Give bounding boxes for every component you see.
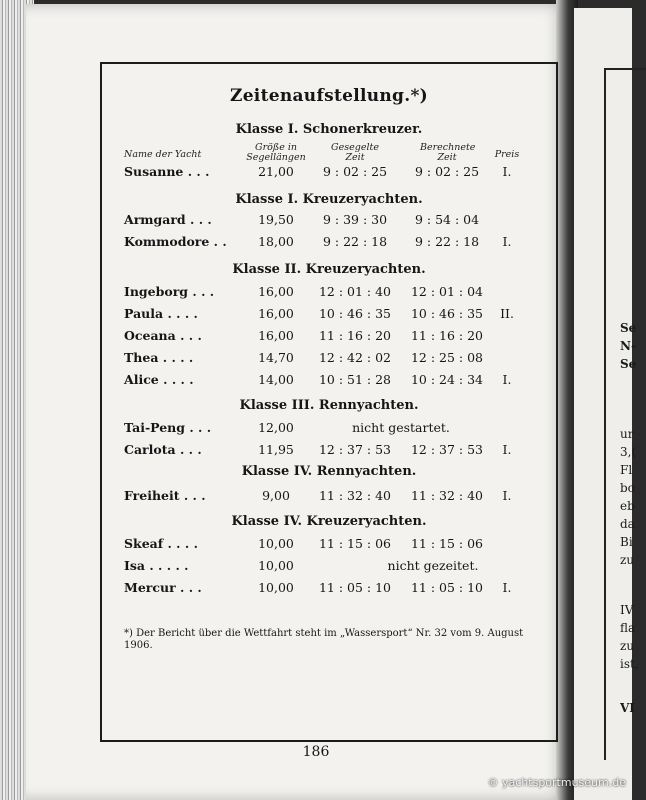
yacht-name: Skeaf . . . . <box>124 536 198 551</box>
yacht-size: 16,00 <box>258 328 294 343</box>
sailed-time: 11 : 05 : 10 <box>318 580 392 595</box>
yacht-size: 14,00 <box>258 372 294 387</box>
table-row <box>102 420 556 438</box>
prize: I. <box>502 442 512 457</box>
right-page-fragment: ist, <box>620 657 639 671</box>
calculated-time: 12 : 25 : 08 <box>410 350 484 365</box>
yacht-name: Alice . . . . <box>124 372 194 387</box>
sailed-time: 10 : 46 : 35 <box>318 306 392 321</box>
yacht-size: 14,70 <box>258 350 294 365</box>
class-heading: Klasse I. Kreuzeryachten. <box>235 192 423 207</box>
table-row <box>102 488 556 506</box>
sailed-time: 9 : 22 : 18 <box>322 234 388 249</box>
right-page-fragment: Fl <box>620 463 633 477</box>
calculated-time: 10 : 24 : 34 <box>410 372 484 387</box>
race-note: nicht gezeitet. <box>387 558 479 573</box>
class-heading: Klasse IV. Rennyachten. <box>241 464 417 479</box>
footnote: *) Der Bericht über die Wettfahrt steht im „Wassersport“ Nr. 32 vom 9. August 1906. <box>124 628 524 651</box>
yacht-name: Ingeborg . . . <box>124 284 215 299</box>
yacht-size: 10,00 <box>258 558 294 573</box>
results-table-frame <box>100 62 558 742</box>
calculated-time: 11 : 15 : 06 <box>410 536 484 551</box>
yacht-size: 10,00 <box>258 536 294 551</box>
sailed-time: 12 : 01 : 40 <box>318 284 392 299</box>
sailed-time: 10 : 51 : 28 <box>318 372 392 387</box>
yacht-name: Paula . . . . <box>124 306 198 321</box>
yacht-name: Freiheit . . . <box>124 488 206 503</box>
yacht-size: 16,00 <box>258 284 294 299</box>
table-row <box>102 306 556 324</box>
page-title: Zeitenaufstellung.*) <box>229 86 428 106</box>
right-page-fragment: eb <box>620 499 635 513</box>
sailed-time: 11 : 15 : 06 <box>318 536 392 551</box>
calculated-time: 11 : 05 : 10 <box>410 580 484 595</box>
yacht-size: 21,00 <box>258 164 294 179</box>
prize: II. <box>500 306 514 321</box>
column-header-name: Name der Yacht <box>124 149 202 160</box>
yacht-name: Kommodore . . <box>124 234 227 249</box>
page-number: 186 <box>302 744 330 760</box>
right-page-fragment: da <box>620 517 635 531</box>
right-page-fragment: zu <box>620 553 635 567</box>
column-header-calculated: Berechnete Zeit <box>420 142 476 163</box>
right-page-fragment: IV <box>620 603 634 617</box>
yacht-name: Isa . . . . . <box>124 558 189 573</box>
yacht-size: 18,00 <box>258 234 294 249</box>
calculated-time: 10 : 46 : 35 <box>410 306 484 321</box>
calculated-time: 11 : 32 : 40 <box>410 488 484 503</box>
table-row <box>102 350 556 368</box>
calculated-time: 11 : 16 : 20 <box>410 328 484 343</box>
yacht-name: Oceana . . . <box>124 328 202 343</box>
prize: I. <box>502 164 512 179</box>
prize: I. <box>502 580 512 595</box>
prize: I. <box>502 488 512 503</box>
yacht-size: 11,95 <box>258 442 294 457</box>
column-header-sailed: Gesegelte Zeit <box>331 142 379 163</box>
sailed-time: 9 : 02 : 25 <box>322 164 388 179</box>
right-page-fragment: Se <box>620 357 637 371</box>
class-heading: Klasse IV. Kreuzeryachten. <box>231 514 427 529</box>
right-page-fragment: Bi <box>620 535 633 549</box>
right-page-fragment: 3,( <box>620 445 637 459</box>
table-row <box>102 536 556 554</box>
column-header-size: Größe in Segellängen <box>246 142 306 163</box>
sailed-time: 12 : 37 : 53 <box>318 442 392 457</box>
prize: I. <box>502 234 512 249</box>
prize: I. <box>502 372 512 387</box>
yacht-size: 9,00 <box>262 488 290 503</box>
yacht-name: Thea . . . . <box>124 350 194 365</box>
class-heading: Klasse III. Rennyachten. <box>239 398 419 413</box>
copyright-watermark: © yachtsportmuseum.de <box>487 776 626 789</box>
yacht-size: 10,00 <box>258 580 294 595</box>
calculated-time: 9 : 22 : 18 <box>414 234 480 249</box>
table-row <box>102 580 556 598</box>
right-page-fragment: ur <box>620 427 634 441</box>
table-row <box>102 558 556 576</box>
calculated-time: 9 : 02 : 25 <box>414 164 480 179</box>
calculated-time: 9 : 54 : 04 <box>414 212 480 227</box>
yacht-name: Tai-Peng . . . <box>124 420 212 435</box>
table-row <box>102 328 556 346</box>
yacht-size: 19,50 <box>258 212 294 227</box>
yacht-name: Mercur . . . <box>124 580 202 595</box>
sailed-time: 11 : 16 : 20 <box>318 328 392 343</box>
sailed-time: 9 : 39 : 30 <box>322 212 388 227</box>
right-page <box>574 8 639 800</box>
sailed-time: 11 : 32 : 40 <box>318 488 392 503</box>
yacht-name: Carlota . . . <box>124 442 202 457</box>
yacht-name: Armgard . . . <box>124 212 212 227</box>
right-page-fragment: Se <box>620 321 637 335</box>
calculated-time: 12 : 37 : 53 <box>410 442 484 457</box>
yacht-size: 16,00 <box>258 306 294 321</box>
right-page-fragment: VI <box>620 701 635 715</box>
table-row <box>102 284 556 302</box>
right-page-fragment: N- <box>620 339 636 353</box>
column-header-prize: Preis <box>494 149 520 160</box>
table-row <box>102 234 556 252</box>
table-row <box>102 442 556 460</box>
sailed-time: 12 : 42 : 02 <box>318 350 392 365</box>
right-page-fragment: fla <box>620 621 636 635</box>
table-row <box>102 212 556 230</box>
yacht-name: Susanne . . . <box>124 164 210 179</box>
right-page-fragment: bo <box>620 481 635 495</box>
calculated-time: 12 : 01 : 04 <box>410 284 484 299</box>
table-row <box>102 372 556 390</box>
class-heading: Klasse II. Kreuzeryachten. <box>232 262 426 277</box>
table-row <box>102 164 556 182</box>
class-heading: Klasse I. Schonerkreuzer. <box>235 122 423 137</box>
yacht-size: 12,00 <box>258 420 294 435</box>
right-page-fragment: zu <box>620 639 635 653</box>
race-note: nicht gestartet. <box>352 420 450 435</box>
